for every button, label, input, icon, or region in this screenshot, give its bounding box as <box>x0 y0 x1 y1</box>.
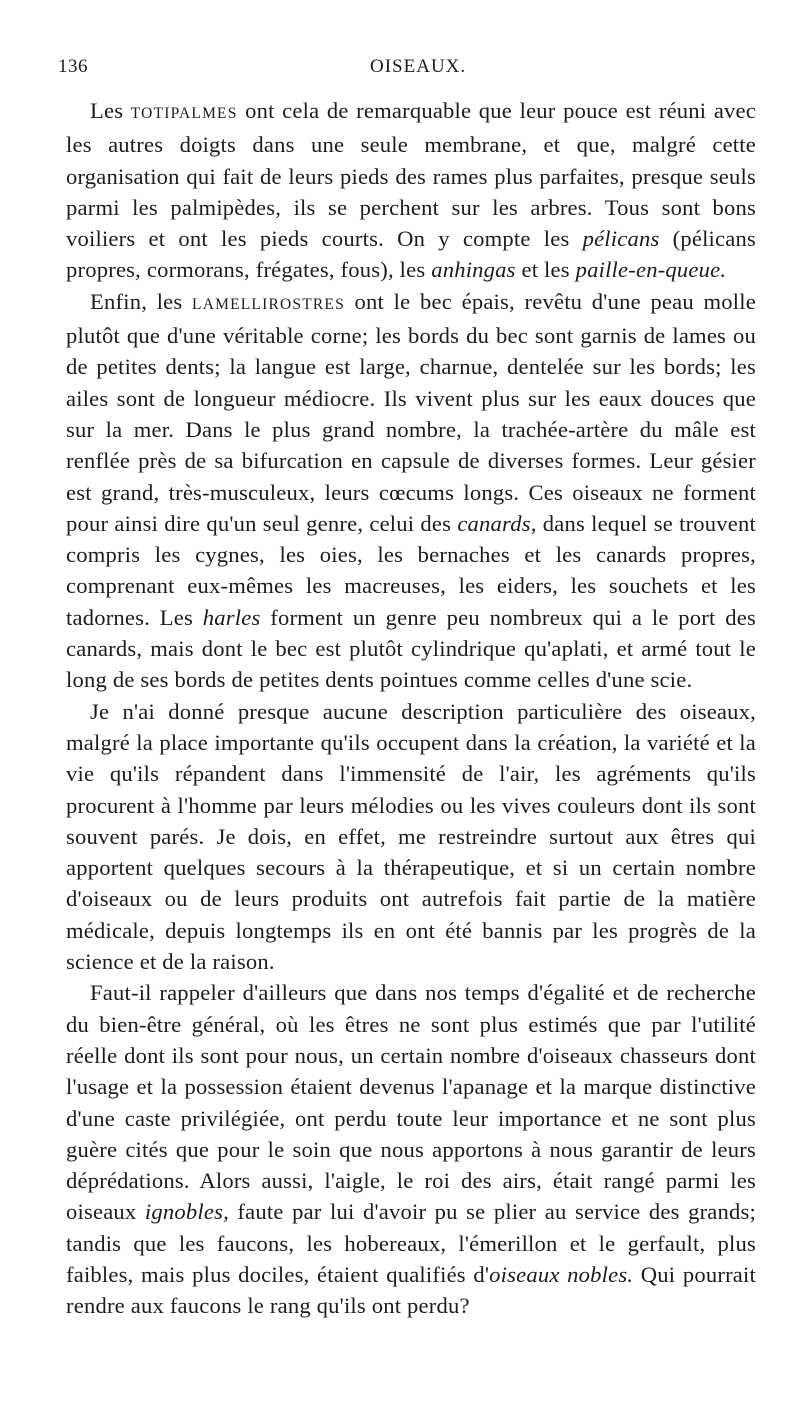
paragraph-hunting-birds <box>66 977 756 1321</box>
text-run: ont le bec épais, revêtu d'une peau molle plutôt que d'une véritable corne; les bords du bec sont garnis de lames ou de petites dents; la langue est large, charnue, dentelée sur les bords; les ailes sont de longueur médiocre. Ils vivent plus sur les eaux douces que sur la mer. Dans le plus grand nombre, la trachée-artère du mâle est renflée près de sa bifurcation en capsule de diverses formes. Leur gésier est grand, très-musculeux, leurs cœcums longs. Ces oiseaux ne forment pour ainsi dire qu'un seul genre, celui des <box>66 288 756 536</box>
text-run: , dans lequel se trouvent compris les cygnes, les oies, les bernaches et les canards propres, comprenant eux-mêmes les macreuses, les eiders, les souchets et les tadornes. Les <box>66 510 756 630</box>
italic-term: paille-en-queue. <box>575 257 727 283</box>
text-run: Qui pourrait rendre aux faucons le rang qu'ils ont perdu? <box>66 1261 756 1319</box>
paragraph-lamellirostres <box>66 286 756 696</box>
small-caps-term: TOTIPALMES <box>130 105 238 122</box>
text-run: Les <box>90 98 131 123</box>
text-run: Faut-il rappeler d'ailleurs que dans nos temps d'égalité et de recherche du bien-être général, où les êtres ne sont plus estimés que par l'utilité réelle dont ils sont pour nous, un certain nombre d'oiseaux chasseurs dont l'usage et la possession étaient devenus l'apanage et la marque distinctive d'une caste privilégiée, ont perdu toute leur importance et ne sont plus guère cités que pour le soin que nous apportons à nous garantir de leurs déprédations. Alors aussi, l'aigle, le roi des airs, était rangé parmi les oiseaux <box>66 980 756 1225</box>
running-title: OISEAUX. <box>370 56 467 77</box>
body-text <box>66 95 756 1322</box>
small-caps-term: LAMELLIROSTRES <box>192 295 345 313</box>
paragraph-description-note <box>66 696 756 978</box>
text-run: Je n'ai donné presque aucune description particulière des oiseaux, malgré la place importante qu'ils occupent dans la création, la variété et la vie qu'ils répandent dans l'immensité de l'air, les agréments qu'ils procurent à l'homme par leurs mélodies ou les vives couleurs dont ils sont souvent parés. Je dois, en effet, me restreindre surtout aux êtres qui apportent quelques secours à la thérapeutique, et si un certain nombre d'oiseaux ou de leurs produits ont autrefois fait partie de la matière médicale, depuis longtemps ils en ont été bannis par les progrès de la science et de la raison. <box>66 698 756 975</box>
text-run: ont cela de remarquable que leur pouce est réuni avec les autres doigts dans une seule membrane, et que, malgré cette organisation qui fait de leurs pieds des rames plus parfaites, presque seuls parmi les palmipèdes, ils se perchent sur les arbres. Tous sont bons voiliers et ont les pieds courts. On y compte les <box>66 98 757 252</box>
italic-term: harles <box>202 604 261 630</box>
italic-term: anhingas <box>431 257 516 283</box>
page-number: 136 <box>58 56 88 77</box>
italic-term: ignobles, <box>144 1199 229 1225</box>
text-run: faute par lui d'avoir pu se plier au service des grands; tandis que les faucons, les hobereaux, l'émerillon et le gerfault, plus faibles, mais plus dociles, étaient qualifiés d' <box>66 1199 756 1287</box>
text-run: forment un genre peu nombreux qui a le port des canards, mais dont le bec est plutôt cylindrique qu'aplati, et armé tout le long de ses bords de petites dents pointues comme celles d'une scie. <box>66 604 756 693</box>
italic-term: oiseaux nobles. <box>489 1261 634 1287</box>
text-run: et les <box>515 257 576 283</box>
page-header <box>58 56 740 86</box>
text-run: Enfin, les <box>90 288 193 314</box>
paragraph-totipalmes <box>66 95 756 286</box>
italic-term: canards <box>457 510 531 536</box>
italic-term: pélicans <box>582 226 660 252</box>
text-run: (pélicans propres, cormorans, frégates, fous), les <box>66 226 756 283</box>
